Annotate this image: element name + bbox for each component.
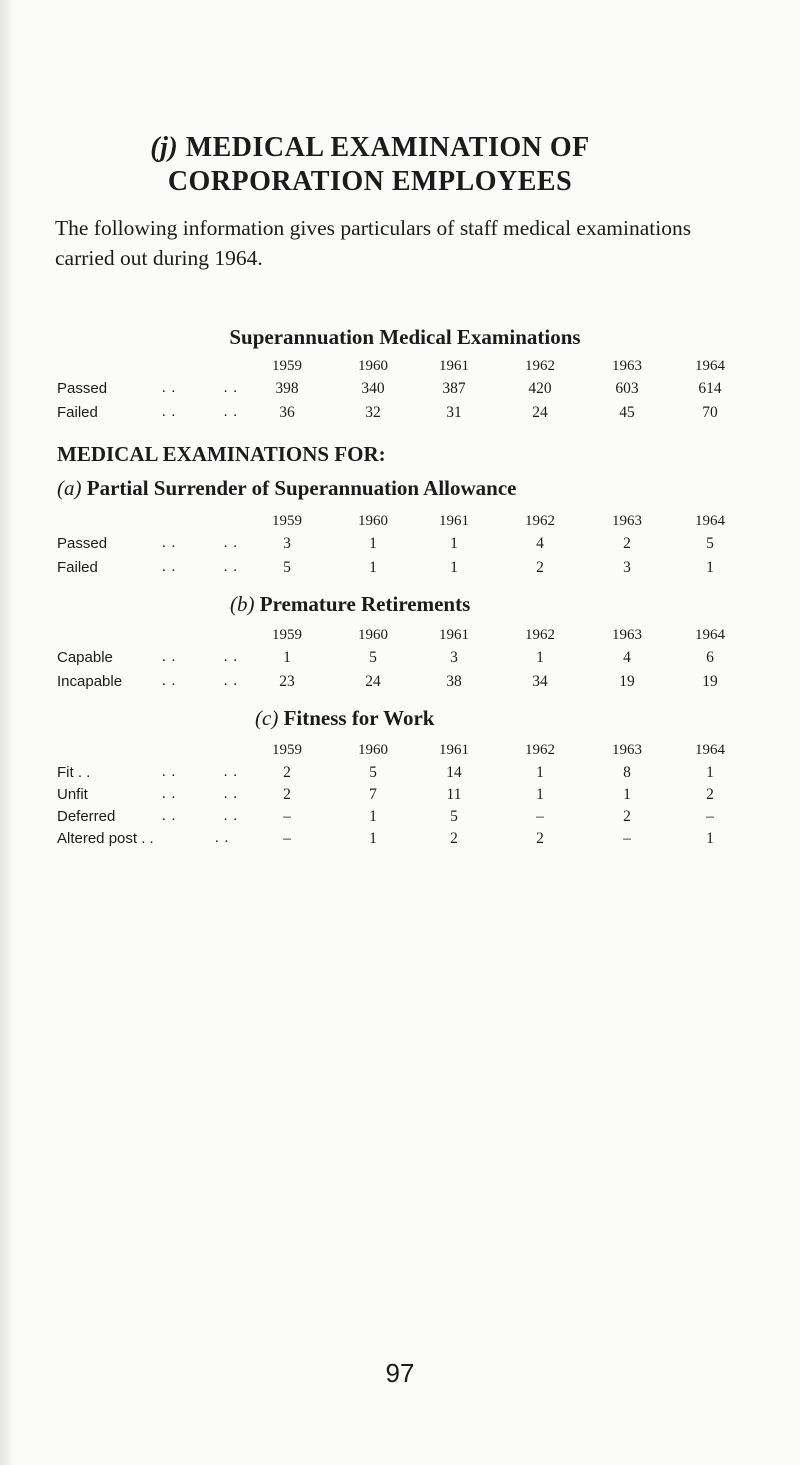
table-cell: 5 (369, 649, 377, 666)
table-cell: 1 (450, 559, 458, 576)
table-row (0, 380, 800, 402)
row-label: Deferred (57, 808, 116, 825)
table-cell: 7 (369, 786, 377, 803)
year-header: 1959 (272, 742, 302, 758)
leader-dots: . . . . (162, 404, 238, 420)
page-heading-line-2: CORPORATION EMPLOYEES (167, 166, 573, 197)
leader-dots: . . . . (162, 808, 238, 824)
table-cell: 3 (450, 649, 458, 666)
table-cell: 6 (706, 649, 714, 666)
table-cell: 32 (365, 404, 381, 421)
table-row (0, 808, 800, 830)
leader-dots: . . (215, 830, 230, 846)
row-label: Altered post . . (57, 830, 154, 847)
year-header: 1961 (439, 513, 469, 529)
table-cell: 1 (706, 764, 714, 781)
year-header: 1959 (272, 513, 302, 529)
table-cell: 2 (450, 830, 458, 847)
table-cell: 1 (369, 830, 377, 847)
leader-dots: . . . . (162, 535, 238, 551)
table-cell: 1 (623, 786, 631, 803)
year-header: 1961 (439, 627, 469, 643)
table-cell: 8 (623, 764, 631, 781)
table-cell: 1 (369, 559, 377, 576)
table-cell: 5 (283, 559, 291, 576)
table-cell: 70 (702, 404, 718, 421)
leader-dots: . . . . (162, 673, 238, 689)
table-cell: 1 (536, 786, 544, 803)
table-cell: 38 (446, 673, 462, 690)
table-cell: 2 (536, 559, 544, 576)
premature-retirements-letter: (b) (230, 592, 255, 616)
row-label: Unfit (57, 786, 88, 803)
table-cell: 5 (369, 764, 377, 781)
partial-surrender-letter: (a) (57, 476, 82, 500)
table-cell: 3 (283, 535, 291, 552)
year-header: 1962 (525, 358, 555, 374)
row-label: Fit . . (57, 764, 91, 781)
table-cell: 2 (283, 786, 291, 803)
table-row (0, 559, 800, 581)
row-label: Passed (57, 380, 108, 397)
table-row (0, 404, 800, 426)
year-header: 1960 (358, 627, 388, 643)
year-header: 1963 (612, 742, 642, 758)
table-cell: 420 (528, 380, 552, 397)
leader-dots: . . . . (162, 649, 238, 665)
table-row (0, 535, 800, 557)
table-cell: 14 (446, 764, 462, 781)
table-cell: 31 (446, 404, 462, 421)
year-header: 1960 (358, 358, 388, 374)
table-cell: 11 (446, 786, 462, 803)
year-header: 1960 (358, 742, 388, 758)
table-cell: 24 (532, 404, 548, 421)
fitness-for-work-text: Fitness for Work (283, 706, 435, 730)
table-cell: 603 (615, 380, 639, 397)
row-label: Capable (57, 649, 113, 666)
table-cell: 1 (706, 559, 714, 576)
year-header: 1963 (612, 358, 642, 374)
year-header-row (0, 358, 800, 380)
year-header: 1959 (272, 358, 302, 374)
page-number: 97 (385, 1358, 415, 1388)
table-cell: 398 (275, 380, 299, 397)
table-cell: 2 (536, 830, 544, 847)
table-cell: – (706, 808, 714, 825)
year-header: 1963 (612, 627, 642, 643)
table-cell: 1 (369, 808, 377, 825)
table-cell: 19 (702, 673, 718, 690)
fitness-for-work-title (255, 706, 434, 731)
year-header: 1961 (439, 742, 469, 758)
page-edge-shadow (0, 0, 14, 1465)
row-label: Passed (57, 535, 108, 552)
table-cell: 24 (365, 673, 381, 690)
year-header: 1963 (612, 513, 642, 529)
section-letter: (j) (150, 132, 179, 163)
table-row (0, 764, 800, 786)
year-header: 1962 (525, 513, 555, 529)
table-cell: 5 (706, 535, 714, 552)
table-cell: 36 (279, 404, 295, 421)
table-cell: 2 (706, 786, 714, 803)
table-cell: – (283, 808, 291, 825)
year-header: 1960 (358, 513, 388, 529)
table-row (0, 786, 800, 808)
table-cell: 1 (369, 535, 377, 552)
heading-text-1: MEDICAL EXAMINATION OF (185, 132, 590, 163)
superannuation-title: Superannuation Medical Examinations (229, 325, 581, 349)
table-cell: 34 (532, 673, 548, 690)
year-header: 1964 (695, 358, 725, 374)
table-cell: – (623, 830, 631, 847)
year-header: 1962 (525, 742, 555, 758)
table-cell: 614 (698, 380, 722, 397)
row-label: Failed (57, 559, 98, 576)
year-header-row (0, 513, 800, 535)
table-cell: 1 (536, 649, 544, 666)
table-cell: 1 (283, 649, 291, 666)
leader-dots: . . . . (162, 786, 238, 802)
page-heading-line-1 (0, 131, 740, 165)
partial-surrender-title (57, 476, 517, 501)
leader-dots: . . . . (162, 559, 238, 575)
leader-dots: . . . . (162, 764, 238, 780)
medical-examinations-for-heading: MEDICAL EXAMINATIONS FOR: (57, 442, 386, 466)
year-header-row (0, 742, 800, 764)
table-cell: 1 (536, 764, 544, 781)
year-header: 1964 (695, 627, 725, 643)
table-cell: 3 (623, 559, 631, 576)
table-cell: 4 (536, 535, 544, 552)
table-cell: 5 (450, 808, 458, 825)
year-header: 1959 (272, 627, 302, 643)
table-cell: 19 (619, 673, 635, 690)
row-label: Failed (57, 404, 98, 421)
row-label: Incapable (57, 673, 123, 690)
table-row (0, 649, 800, 671)
year-header: 1964 (695, 742, 725, 758)
year-header: 1964 (695, 513, 725, 529)
premature-retirements-title (230, 592, 470, 617)
table-row (0, 830, 800, 852)
table-cell: 387 (442, 380, 466, 397)
table-cell: 23 (279, 673, 295, 690)
table-cell: 2 (623, 808, 631, 825)
intro-paragraph: The following information gives particulars of staff medical examinations carried out during 1964. (55, 216, 692, 270)
year-header: 1961 (439, 358, 469, 374)
table-cell: 45 (619, 404, 635, 421)
table-cell: 340 (361, 380, 385, 397)
fitness-for-work-letter: (c) (255, 706, 279, 730)
table-cell: – (283, 830, 291, 847)
year-header-row (0, 627, 800, 649)
table-row (0, 673, 800, 695)
table-cell: 1 (706, 830, 714, 847)
table-cell: 2 (283, 764, 291, 781)
table-cell: 1 (450, 535, 458, 552)
year-header: 1962 (525, 627, 555, 643)
leader-dots: . . . . (162, 380, 238, 396)
table-cell: 2 (623, 535, 631, 552)
table-cell: – (536, 808, 544, 825)
table-cell: 4 (623, 649, 631, 666)
premature-retirements-text: Premature Retirements (259, 592, 471, 616)
partial-surrender-text: Partial Surrender of Superannuation Allowance (86, 476, 517, 500)
